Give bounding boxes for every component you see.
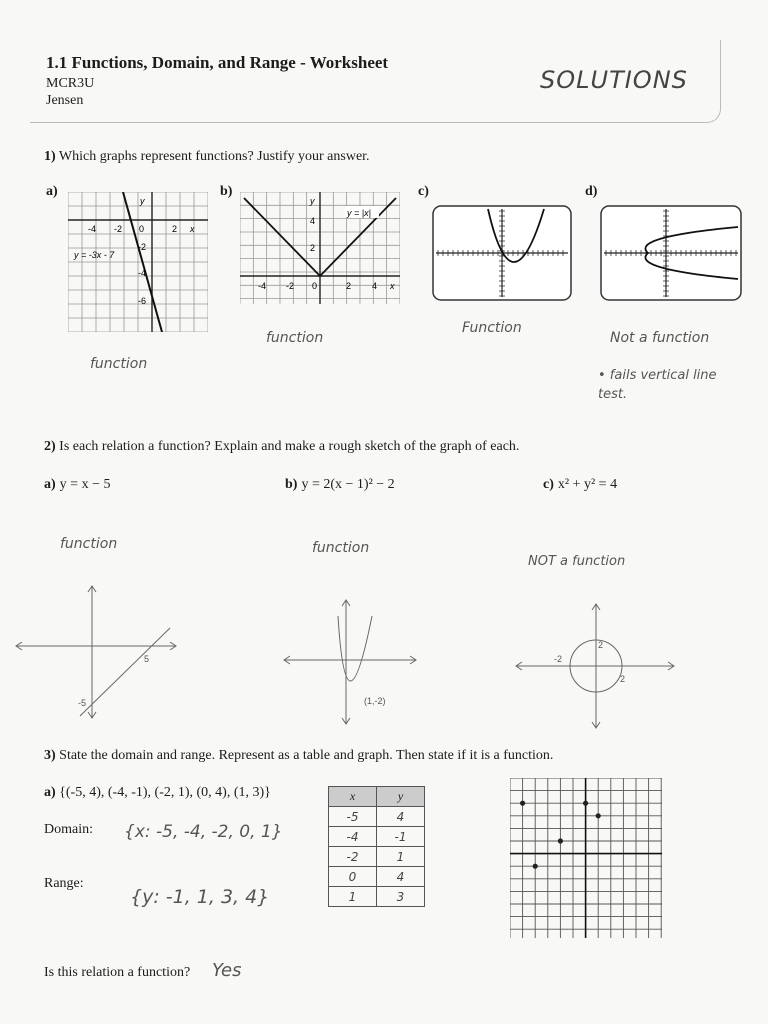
tick-label: -2	[286, 281, 295, 291]
teacher-name: Jensen	[46, 93, 84, 108]
q3-number: 3)	[44, 748, 56, 763]
q2-c-header	[543, 475, 617, 493]
intercept-label: 2	[598, 640, 604, 650]
tick-label: -4	[258, 281, 267, 291]
table-cell-x: 1	[329, 887, 377, 907]
q1-d-note: • fails vertical line test.	[598, 368, 717, 402]
q2-prompt: Is each relation a function? Explain and make a rough sketch of the graph of each.	[59, 439, 520, 454]
xy-table	[328, 786, 425, 907]
q1-d-answer: Not a function	[610, 330, 710, 346]
tick-label: -2	[114, 224, 123, 234]
domain-label: Domain:	[44, 822, 93, 837]
tick-label: 4	[372, 281, 378, 291]
intercept-label: 5	[144, 654, 150, 664]
q2-c-equation: x² + y² = 4	[557, 477, 618, 492]
intercept-label: -2	[554, 654, 563, 664]
tick-label: -4	[88, 224, 97, 234]
graph-equation-label: y = -3x - 7	[74, 250, 115, 260]
axis-label-y: y	[310, 196, 315, 206]
axis-label-y: y	[140, 196, 145, 206]
q1-d-label: d)	[585, 184, 598, 199]
q2-c-label: c)	[543, 477, 554, 492]
table-cell-x: 0	[329, 867, 377, 887]
function-question: Is this relation a function?	[44, 965, 191, 980]
table-row	[329, 887, 425, 907]
q2-c-sketch	[510, 600, 680, 732]
table-header-x: x	[329, 787, 377, 807]
q1-number: 1)	[44, 149, 56, 164]
function-answer: Yes	[212, 960, 242, 981]
range-label: Range:	[44, 876, 84, 891]
q3-grid-plot	[510, 778, 662, 938]
q3-prompt: State the domain and range. Represent as a table and graph. Then state if it is a function.	[59, 748, 554, 763]
q2-heading	[44, 439, 519, 455]
q1-c-answer: Function	[462, 320, 522, 336]
table-row	[329, 847, 425, 867]
tick-label: -2	[138, 242, 147, 252]
axis-label-x: x	[190, 224, 195, 234]
q2-a-equation: y = x − 5	[59, 477, 111, 492]
q1-prompt: Which graphs represent functions? Justify your answer.	[58, 149, 370, 164]
q3-relation: {(-5, 4), (-4, -1), (-2, 1), (0, 4), (1, 3)}	[59, 785, 271, 800]
table-header-row	[329, 787, 425, 807]
table-cell-y: 3	[377, 887, 425, 907]
table-cell-x: -4	[329, 827, 377, 847]
table-cell-y: 1	[377, 847, 425, 867]
plot-point	[520, 801, 525, 806]
q1-a-answer: function	[90, 356, 148, 372]
tick-label: 2	[346, 281, 352, 291]
table-row	[329, 807, 425, 827]
intercept-label: 2	[620, 674, 626, 684]
tick-label: 4	[310, 216, 316, 226]
q1-graph-d	[600, 205, 742, 301]
q2-b-answer: function	[312, 540, 370, 556]
tick-label: -6	[138, 296, 147, 306]
table-cell-y: -1	[377, 827, 425, 847]
table-cell-x: -5	[329, 807, 377, 827]
table-cell-y: 4	[377, 867, 425, 887]
q1-graph-b	[240, 192, 400, 304]
q2-b-equation: y = 2(x − 1)² − 2	[301, 477, 395, 492]
tick-label: -4	[138, 268, 147, 278]
tick-label: 0	[312, 281, 318, 291]
plot-point	[558, 838, 563, 843]
q2-number: 2)	[44, 439, 56, 454]
q2-a-label: a)	[44, 477, 56, 492]
q1-heading	[44, 149, 370, 165]
tick-label: 2	[310, 243, 316, 253]
q3-heading	[44, 748, 553, 764]
q2-b-header	[285, 475, 395, 493]
page-title: 1.1 Functions, Domain, and Range - Worksheet	[46, 53, 389, 72]
q1-b-answer: function	[266, 330, 324, 346]
domain-answer: {x: -5, -4, -2, 0, 1}	[124, 822, 283, 842]
table-row	[329, 827, 425, 847]
q1-a-label: a)	[46, 184, 58, 199]
q2-a-sketch	[10, 582, 180, 722]
q2-b-sketch	[280, 596, 420, 728]
q1-b-label: b)	[220, 184, 233, 199]
q3-a-header	[44, 785, 271, 801]
table-row	[329, 867, 425, 887]
tick-label: 2	[172, 224, 178, 234]
graph-equation-label: y = |x|	[347, 208, 371, 218]
q2-a-header	[44, 475, 110, 493]
course-code: MCR3U	[46, 76, 95, 91]
table-cell-x: -2	[329, 847, 377, 867]
q2-a-answer: function	[60, 536, 118, 552]
q1-graph-c	[432, 205, 572, 301]
tick-label: 0	[139, 224, 145, 234]
solutions-stamp: SOLUTIONS	[540, 66, 688, 94]
q2-c-answer: NOT a function	[528, 554, 626, 569]
table-cell-y: 4	[377, 807, 425, 827]
range-answer: {y: -1, 1, 3, 4}	[130, 886, 270, 908]
plot-point	[583, 801, 588, 806]
q1-graph-a	[68, 192, 208, 332]
plot-point	[533, 864, 538, 869]
q3-a-label: a)	[44, 785, 56, 800]
vertex-label: (1,-2)	[364, 696, 386, 706]
axis-label-x: x	[390, 281, 395, 291]
intercept-label: -5	[78, 698, 87, 708]
table-header-y: y	[377, 787, 425, 807]
q2-b-label: b)	[285, 477, 298, 492]
q1-c-label: c)	[418, 184, 429, 199]
plot-point	[596, 813, 601, 818]
